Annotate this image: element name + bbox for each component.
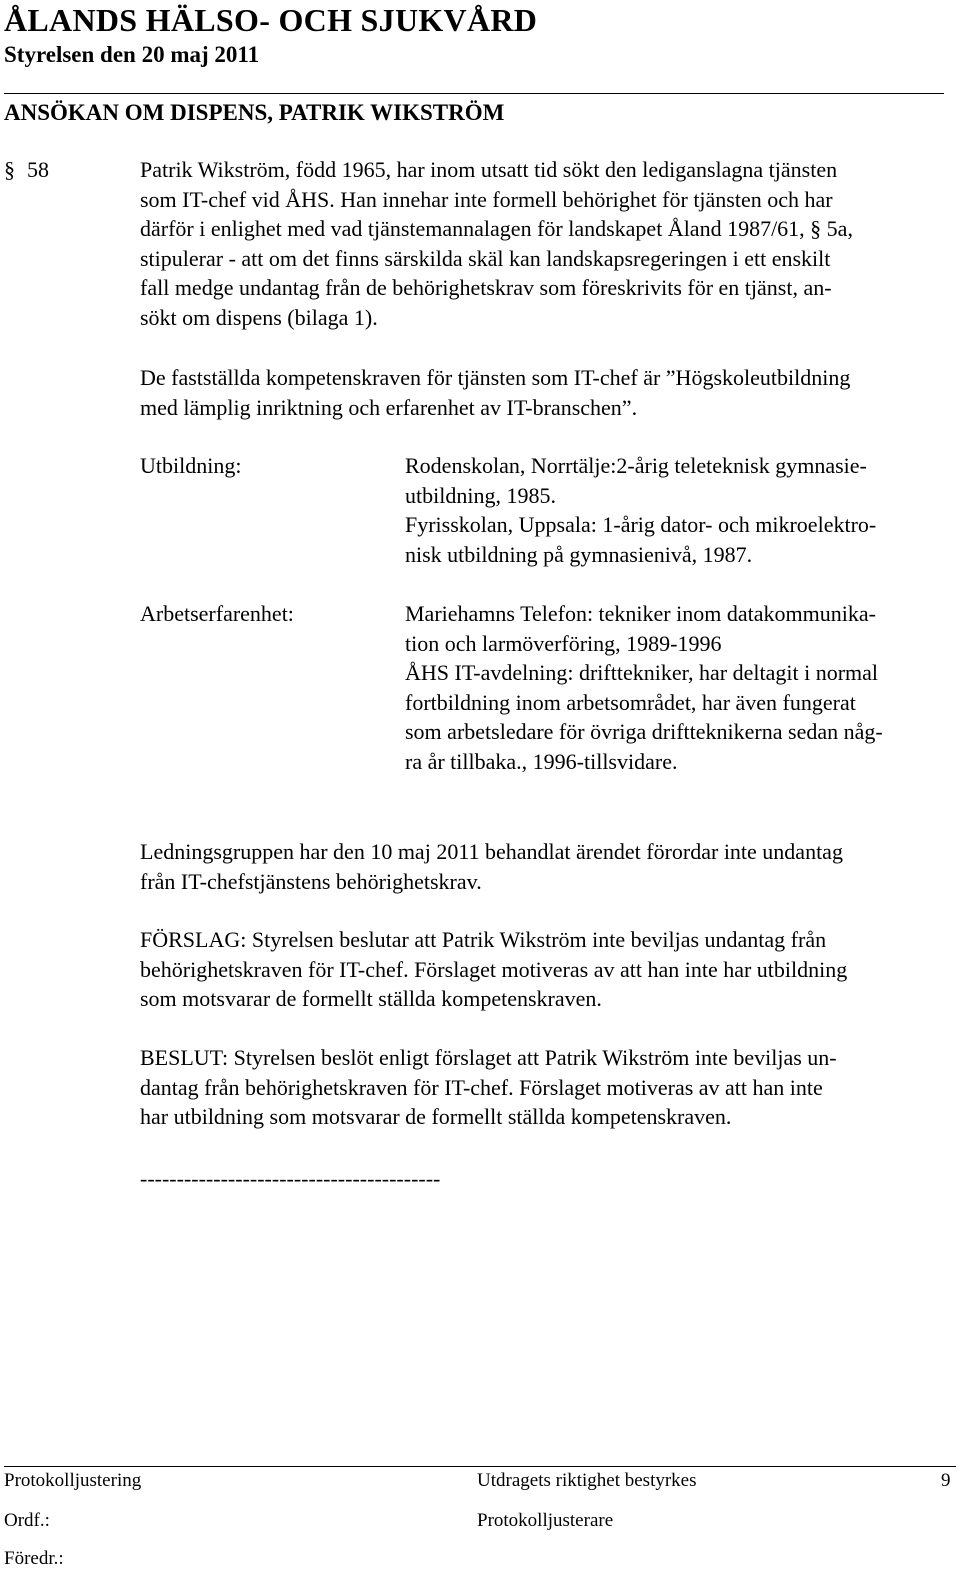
text-line: sökt om dispens (bilaga 1).: [140, 304, 378, 330]
text-line: Mariehamns Telefon: tekniker inom datakommunika-: [405, 601, 876, 626]
experience-label: Arbetserfarenhet:: [140, 601, 294, 626]
meeting-date: Styrelsen den 20 maj 2011: [4, 42, 260, 67]
text-line: Fyrisskolan, Uppsala: 1-årig dator- och mikroelektro-: [405, 512, 877, 537]
decision-paragraph: [140, 1043, 837, 1132]
organization-name: ÅLANDS HÄLSO- OCH SJUKVÅRD: [4, 2, 538, 38]
certified-label: Utdragets riktighet bestyrkes: [477, 1470, 697, 1491]
text-line: utbildning, 1985.: [405, 482, 556, 508]
text-line: De fastställda kompetenskraven för tjänsten som IT-chef är ”Högskoleutbildning: [140, 365, 851, 390]
presenter-label: Föredr.:: [4, 1548, 64, 1569]
text-line: FÖRSLAG: Styrelsen beslutar att Patrik Wikström inte beviljas undantag från: [140, 927, 827, 952]
text-line: ÅHS IT-avdelning: drifttekniker, har deltagit i normal: [405, 660, 879, 685]
protocol-adjustment-label: Protokolljustering: [4, 1470, 142, 1491]
text-line: från IT-chefstjänstens behörighetskrav.: [140, 868, 482, 894]
text-line: fortbildning inom arbetsområdet, har även fungerat: [405, 689, 856, 715]
proposal-paragraph: [140, 925, 847, 1014]
text-line: fall medge undantag från de behörighetskrav som föreskrivits för en tjänst, an-: [140, 275, 832, 300]
education-label: Utbildning:: [140, 453, 242, 478]
text-line: Rodenskolan, Norrtälje:2-årig teleteknisk gymnasie-: [405, 453, 867, 478]
intro-paragraph: [140, 155, 853, 332]
text-line: som motsvarar de formellt ställda kompetenskraven.: [140, 986, 602, 1011]
text-line: BESLUT: Styrelsen beslöt enligt förslaget att Patrik Wikström inte beviljas un-: [140, 1045, 837, 1070]
experience-details: [405, 599, 883, 776]
text-line: som IT-chef vid ÅHS. Han innehar inte formell behörighet för tjänsten och har: [140, 186, 833, 212]
adjusters-label: Protokolljusterare: [477, 1510, 614, 1531]
section-separator: -----------------------------------------: [140, 1166, 441, 1191]
section-sign: §: [4, 157, 15, 182]
education-details: [405, 451, 876, 569]
text-line: har utbildning som motsvarar de formellt ställda kompetenskraven.: [140, 1104, 732, 1129]
text-line: med lämplig inriktning och erfarenhet av IT-branschen”.: [140, 394, 638, 420]
text-line: därför i enlighet med vad tjänstemannalagen för landskapet Åland 1987/61, § 5a,: [140, 216, 853, 241]
text-line: nisk utbildning på gymnasienivå, 1987.: [405, 541, 753, 567]
footer-divider: [4, 1466, 956, 1467]
paragraph-number: 58: [27, 157, 49, 182]
case-title: ANSÖKAN OM DISPENS, PATRIK WIKSTRÖM: [4, 100, 505, 125]
text-line: dantag från behörighetskraven för IT-chef. Förslaget motiveras av att han inte: [140, 1074, 823, 1100]
text-line: som arbetsledare för övriga driftteknikerna sedan någ-: [405, 719, 883, 744]
requirements-paragraph: [140, 363, 850, 422]
text-line: Patrik Wikström, född 1965, har inom utsatt tid sökt den lediganslagna tjänsten: [140, 157, 838, 182]
text-line: tion och larmöverföring, 1989-1996: [405, 630, 722, 656]
chair-label: Ordf.:: [4, 1510, 50, 1531]
text-line: ra år tillbaka., 1996-tillsvidare.: [405, 748, 678, 774]
page-number: 9: [941, 1470, 951, 1491]
header-divider: [4, 93, 944, 94]
management-paragraph: [140, 837, 843, 896]
text-line: behörighetskraven för IT-chef. Förslaget motiveras av att han inte har utbildning: [140, 956, 848, 982]
text-line: Ledningsgruppen har den 10 maj 2011 behandlat ärendet förordar inte undantag: [140, 839, 843, 864]
text-line: stipulerar - att om det finns särskilda skäl kan landskapsregeringen i ett enskilt: [140, 245, 831, 271]
